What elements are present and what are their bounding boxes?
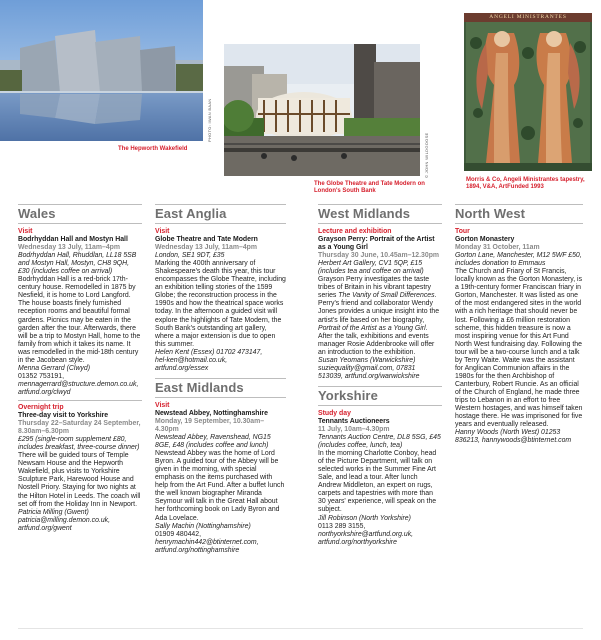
event-contact: Menna Gerrard (Clwyd) [18,364,90,372]
artwork-title: The Vanity of Small Differences [338,292,435,300]
event-newstead [155,402,286,555]
hepworth-caption: The Hepworth Wakefield [118,146,188,152]
event-date: Wednesday 13 July, 11am–4pm [18,244,121,252]
event-contact-web[interactable]: artfund.org/clwyd [18,388,71,396]
event-category: Visit [155,401,170,409]
region-heading-east-anglia: East Anglia [155,204,286,224]
hepworth-photo [0,0,203,141]
globe-credit: © JOHN WILDGOOSE [424,132,429,178]
event-contact-email[interactable]: 836213, hannywoods@btinternet.com [455,437,572,445]
column-west-midlands [318,204,442,549]
event-contact-web[interactable]: 513039, artfund.org/warwickshire [318,372,420,380]
event-bodrhyddan [18,228,142,397]
region-heading-west-midlands: West Midlands [318,204,442,224]
event-contact-phone: 01909 480442, [155,530,201,538]
event-globe [155,228,286,373]
column-north-west [455,204,583,447]
event-description: There will be guided tours of Temple Newsam House and the Hepworth Wakefield, plus visits to Yorkshire Sculpture Park, Harewood House and Nostell Priory. Staying for two nights at the Hilton Hotel in Leeds. The coach will set off from the Holiday Inn in Newport. [18,452,141,508]
region-heading-yorkshire: Yorkshire [318,386,442,406]
event-date: Thursday 30 June, 10.45am–12.30pm [318,252,440,260]
event-contact: Jill Robinson (North Yorkshire) [318,514,411,522]
globe-illustration [224,44,420,176]
event-gorton-monastery [455,228,583,445]
event-title: Gorton Monastery [455,236,515,244]
event-location: Herbert Art Gallery, CV1 5QP, £15 (includes tea and coffee on arrival) [318,260,424,276]
event-title: Globe Theatre and Tate Modern [155,236,258,244]
event-description: Newstead Abbey was the home of Lord Byron. A guided tour of the Abbey will be given in the morning, with special emphasis on the items purchased with help from the Art Fund. After a buffet lunch the well known biographer Miranda Seymour will talk in the Great Hall about her forthcoming book on Lady Byron and Ada Lovelace. [155,450,285,522]
event-contact-web[interactable]: artfund.org/northyorkshire [318,538,397,546]
event-location: Tennants Auction Centre, DL8 5SG, £45 (includes coffee, lunch, tea) [318,434,441,450]
event-date: Monday 31 October, 11am [455,244,540,252]
event-category: Overnight trip [18,403,64,411]
hepworth-illustration [0,0,203,141]
region-heading-north-west: North West [455,204,583,224]
event-contact-web[interactable]: artfund.org/nottinghamshire [155,546,240,554]
column-east [155,204,286,557]
event-contact: Patricia Milling (Gwent) [18,508,89,516]
event-contact-email[interactable]: henrymachin442@btinternet.com, [155,538,259,546]
event-title: Three-day visit to Yorkshire [18,412,109,420]
region-heading-east-midlands: East Midlands [155,378,286,398]
event-title: Bodrhyddan Hall and Mostyn Hall [18,236,128,244]
event-description: Grayson Perry investigates the taste tribes of Britain in his vibrant tapestry series The Vanity of Small Differences. Perry's friend and collaborator Wendy Jones provides a unique insight into the artist's life based on her biography, Portrait of the Artist as a Young Girl. After the talk, exhibitions and events manager Rosie Addenbrooke will offer an introduction to the exhibition. [318,276,440,356]
event-category: Tour [455,228,470,235]
event-description: Bodrhyddan Hall is a red-brick 17th-century house. Remodelled in 1875 by Nesfield, it is home to Lord Langford. The house boasts finely furnished reception rooms and beautiful formal gardens. Picnics may be eaten in the garden after the tour. Afterwards, there will be a trip to Mostyn Hall, home to the family from which it takes its name. It was remodelled in the mid-18th century in the Jacobean style. [18,276,141,364]
event-location: Bodrhyddan Hall, Rhuddlan, LL18 5SB and Mostyn Hall, Mostyn, CH8 9QH, £30 (includes coffee on arrival) [18,252,137,276]
event-contact: Sally Machin (Nottinghamshire) [155,522,251,530]
event-grayson-perry [318,228,442,381]
event-title: Grayson Perry: Portrait of the Artist as a Young Girl [318,236,435,252]
event-contact-phone: 01352 753191, [18,372,64,380]
event-contact-web[interactable]: artfund.org/essex [155,364,209,372]
tapestry-illustration [464,13,592,171]
page-footer-rule [18,628,583,629]
event-contact: Susan Yeomans (Warwickshire) [318,356,416,364]
hepworth-credit: PHOTO: IWAN BAAN [207,98,212,142]
tapestry-caption: Morris & Co, Angeli Ministrantes tapestry, 1894, V&A, ArtFunded 1993 [466,177,585,191]
event-location: London, SE1 9DT, £35 [155,252,225,260]
tapestry-inscription: ANGELI MINISTRANTES [489,14,567,20]
event-contact: Hanny Woods (North West) 01253 [455,429,561,437]
event-contact-email[interactable]: patricia@milling.demon.co.uk, [18,516,111,524]
event-location: Newstead Abbey, Ravenshead, NG15 8GE, £48 (includes coffee and lunch) [155,434,271,450]
column-wales [18,204,142,535]
event-contact: Helen Kent (Essex) 01702 473147, [155,348,263,356]
event-date: 11 July, 10am–4.30pm [318,425,390,433]
event-date: Monday, 19 September, 10.30am–4.30pm [155,417,265,433]
event-contact-email[interactable]: hel-ken@hotmail.co.uk, [155,356,228,364]
event-category: Visit [155,228,170,235]
event-tennants [318,410,442,547]
tapestry-photo [464,13,592,171]
event-title: Newstead Abbey, Nottinghamshire [155,409,268,417]
event-location: Gorton Lane, Manchester, M12 5WF £50, includes donation to Emmaus [455,252,582,268]
event-description: The Church and Friary of St Francis, locally known as the Gorton Monastery, is a 19th-century former Franciscan friary in Gorton, Manchester. It was listed as one of the most endangered sites in the world with a rich heritage that should never be lost. Following a £6 million restoration scheme, this hidden treasure is now a most inspiring venue for this Art Fund North West fundraising day. Following the tour will be a two-course lunch and a talk by Terry Waite. Waite was the assistant for Anglican Communion affairs in the 1980s for the then Archbishop of Canterbury, Robert Runcie. As an official of the Church of England, he made three trips to Lebanon in an effort to free Western hostages, and was himself taken hostage there. He was imprisoned for five years and eventually released. [455,268,583,429]
event-date: Thursday 22–Saturday 24 September, 8.30am–6.30pm [18,420,141,436]
event-contact-email[interactable]: mennagerrard@structure.demon.co.uk, [18,380,139,388]
event-category: Lecture and exhibition [318,228,392,235]
event-description: Marking the 400th anniversary of Shakespeare's death this year, this tour encompasses the Globe Theatre, including an exhibition telling stories of the 1599 Globe; the reconstruction process in the 1990s and how the theatrical space works today. In the afternoon a guided visit will explore the highlights of Tate Modern, the South Bank's outstanding art gallery, where a major extension is due to open this summer. [155,260,286,348]
event-contact-email[interactable]: suziequality@gmail.com, 07831 [318,364,416,372]
event-contact-web[interactable]: artfund.org/gwent [18,524,72,532]
event-date: Wednesday 13 July, 11am–4pm [155,244,258,252]
event-title: Tennants Auctioneers [318,417,390,425]
event-location: £295 (single-room supplement £80, includes breakfast, three-course dinner) [18,436,140,452]
event-category: Visit [18,228,33,235]
book-title: Portrait of the Artist as a Young Girl [318,324,426,332]
event-yorkshire-trip [18,404,142,533]
event-contact-phone: 0113 289 3155, [318,522,366,530]
globe-caption: The Globe Theatre and Tate Modern on London's South Bank [314,181,425,195]
globe-photo [224,44,420,176]
event-contact-email[interactable]: northyorkshire@artfund.org.uk, [318,530,414,538]
region-heading-wales: Wales [18,204,142,224]
event-description: In the morning Charlotte Conboy, head of the Picture Department, will talk on selected works in the Summer Fine Art Sale, and lead a tour. After lunch Andrew Middleton, an expert on rugs, carpets and tapestries with more than 30 years' experience, will speak on the subject. [318,450,437,514]
event-category: Study day [318,409,351,417]
